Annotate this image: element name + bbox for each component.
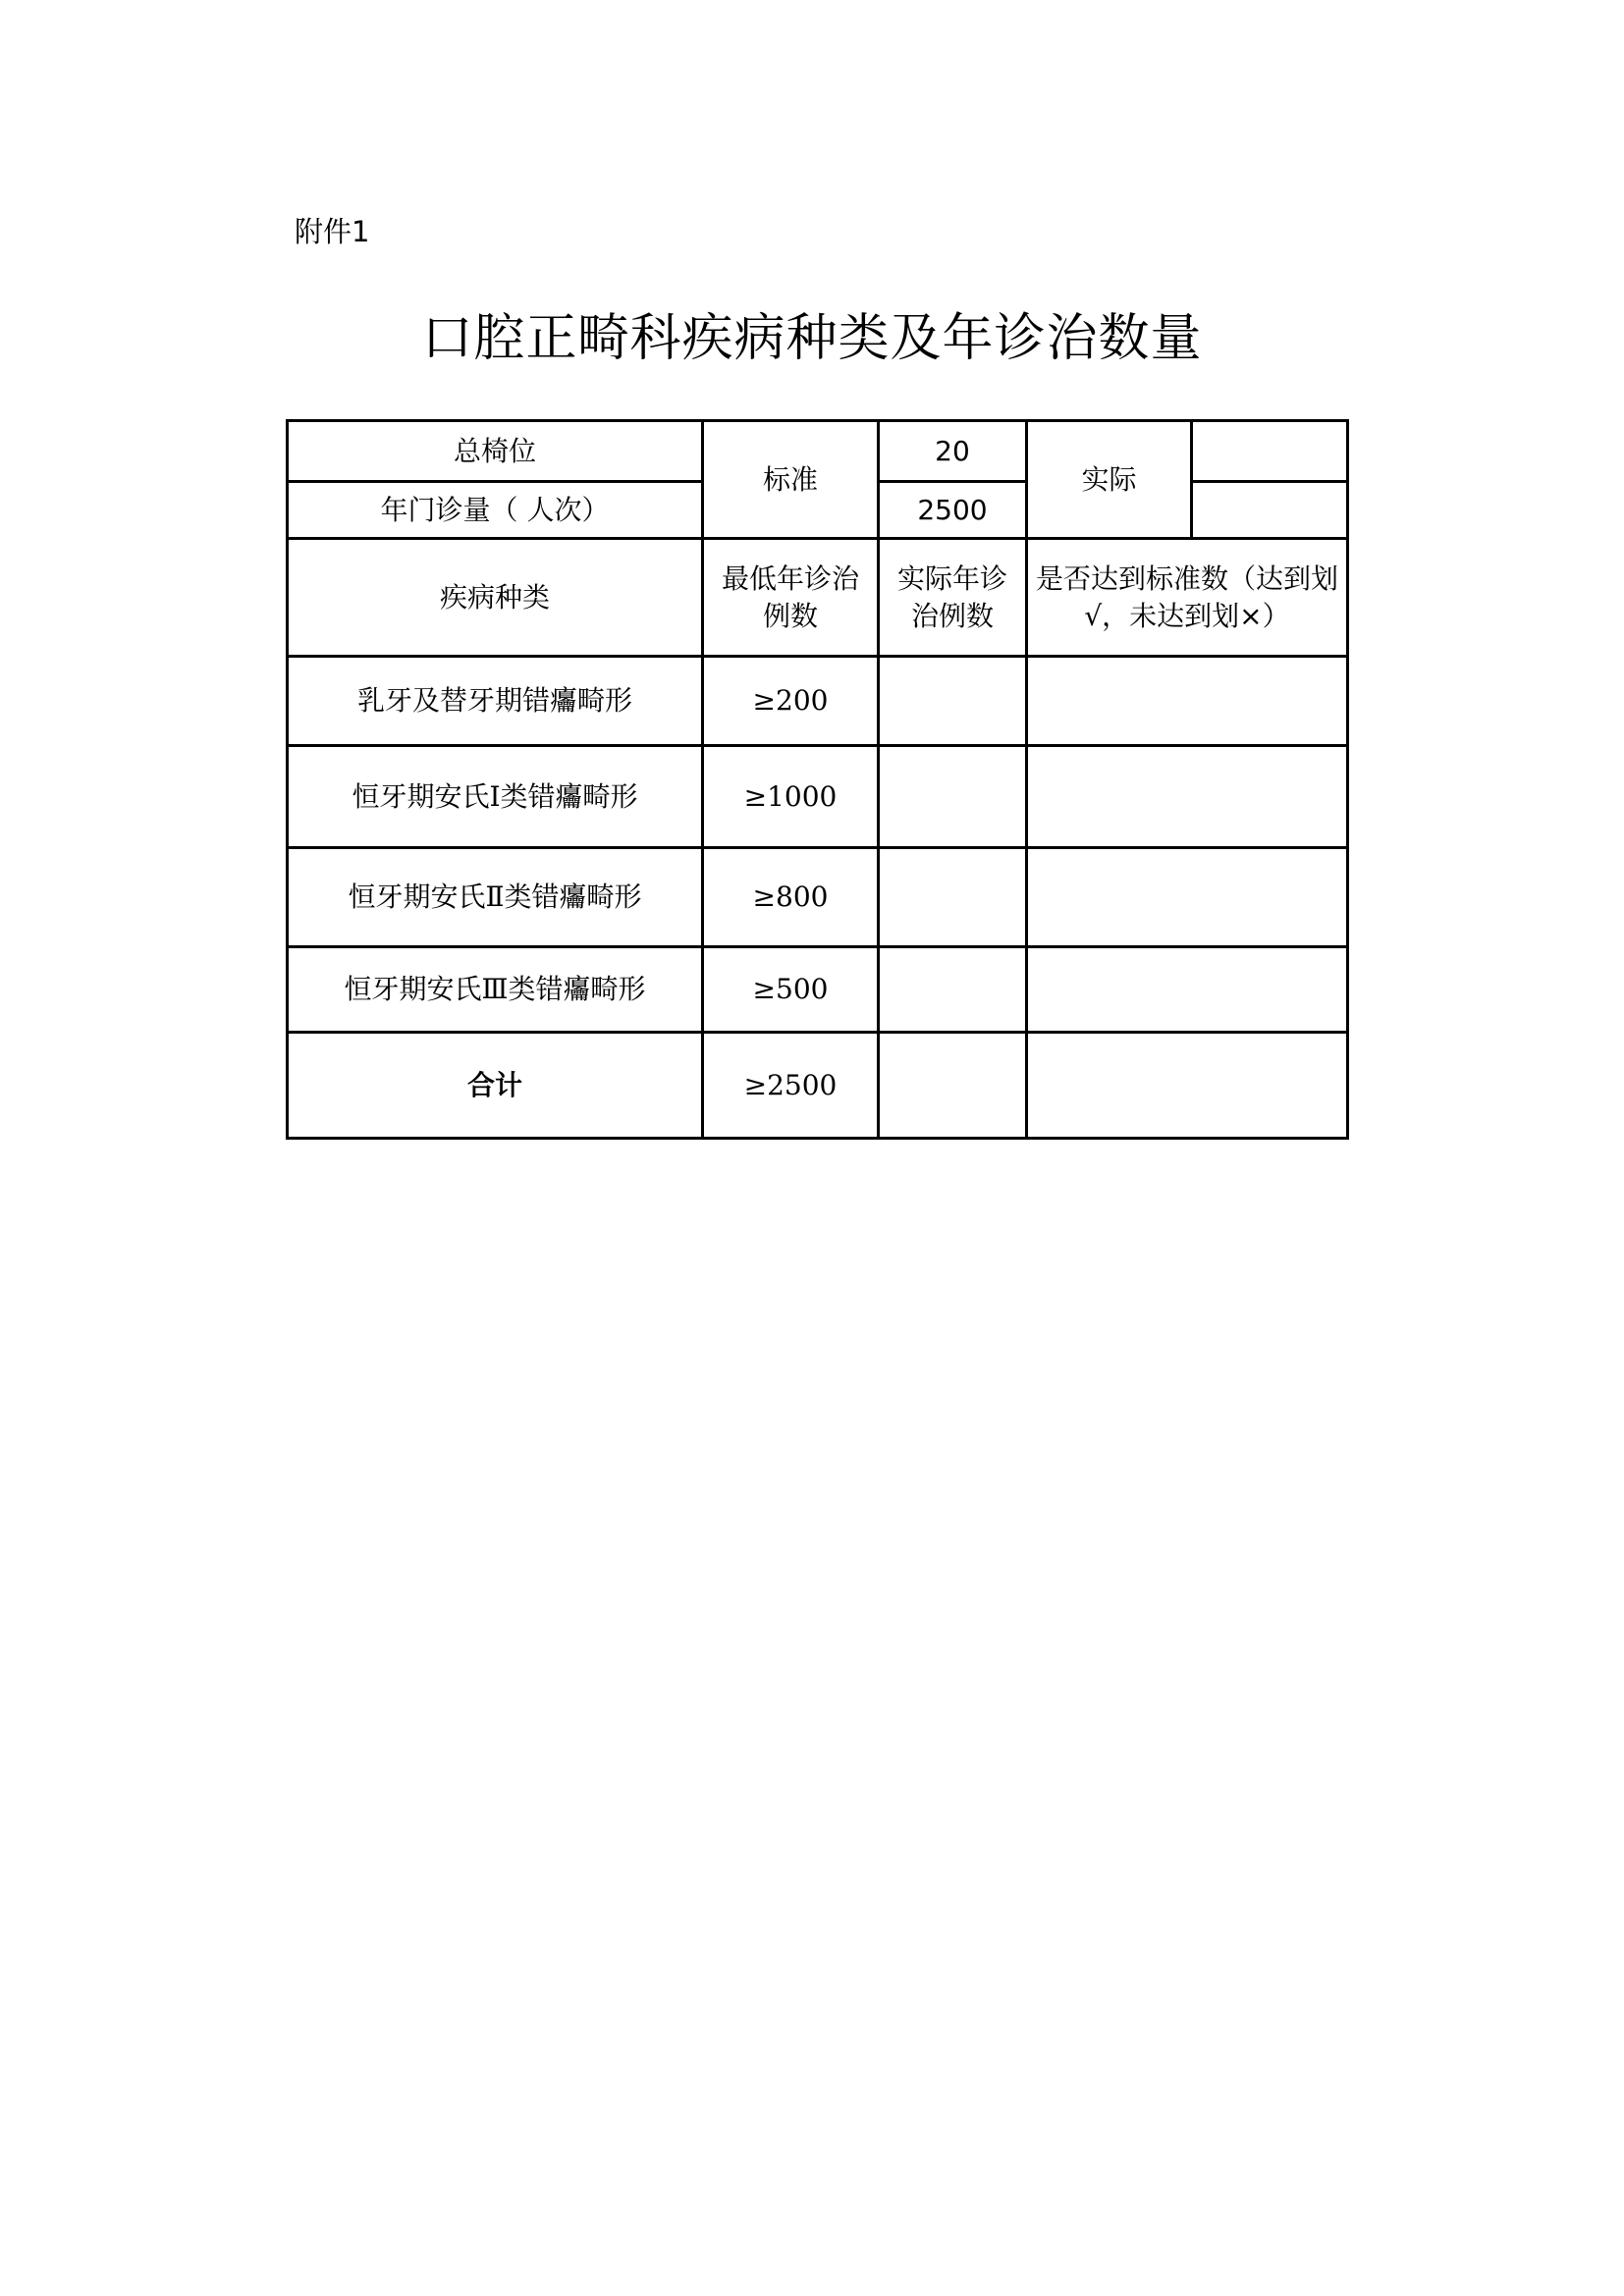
table-row-chairs — [288, 421, 1348, 482]
total-actual-cases[interactable] — [879, 1033, 1027, 1139]
meets-standard-cell[interactable] — [1027, 746, 1348, 848]
min-cases-cell: ≥800 — [703, 848, 879, 947]
min-cases-cell: ≥200 — [703, 657, 879, 746]
total-chairs-label: 总椅位 — [288, 421, 703, 482]
min-cases-cell: ≥500 — [703, 947, 879, 1033]
disease-statistics-table — [286, 419, 1349, 1140]
table-row — [288, 848, 1348, 947]
disease-cell: 乳牙及替牙期错㿜畸形 — [288, 657, 703, 746]
table-row — [288, 947, 1348, 1033]
actual-cases-cell[interactable] — [879, 848, 1027, 947]
actual-cases-cell[interactable] — [879, 746, 1027, 848]
standard-chairs-value: 20 — [879, 421, 1027, 482]
annual-visits-label: 年门诊量（ 人次） — [288, 482, 703, 539]
table-row — [288, 657, 1348, 746]
column-header-actual-cases — [879, 539, 1027, 657]
attachment-label: 附件1 — [295, 215, 370, 248]
disease-cell: 恒牙期安氏Ⅲ类错㿜畸形 — [288, 947, 703, 1033]
actual-label: 实际 — [1027, 421, 1192, 539]
actual-cases-cell[interactable] — [879, 947, 1027, 1033]
min-cases-cell: ≥1000 — [703, 746, 879, 848]
disease-cell: 恒牙期安氏Ⅰ类错㿜畸形 — [288, 746, 703, 848]
column-header-actual-cases-text: 实际年诊治例数 — [896, 561, 1007, 632]
meets-standard-cell[interactable] — [1027, 657, 1348, 746]
column-header-min-cases — [703, 539, 879, 657]
total-label: 合计 — [288, 1033, 703, 1139]
total-min-cases: ≥2500 — [703, 1033, 879, 1139]
standard-visits-value: 2500 — [879, 482, 1027, 539]
actual-chairs-value[interactable] — [1192, 421, 1348, 482]
column-header-meets-standard-text: 是否达到标准数（达到划√，未达到划×） — [1036, 561, 1339, 632]
meets-standard-cell[interactable] — [1027, 848, 1348, 947]
actual-cases-cell[interactable] — [879, 657, 1027, 746]
column-header-disease-type: 疾病种类 — [288, 539, 703, 657]
column-header-meets-standard — [1027, 539, 1348, 657]
actual-visits-value[interactable] — [1192, 482, 1348, 539]
total-meets-standard[interactable] — [1027, 1033, 1348, 1139]
column-header-min-cases-text: 最低年诊治例数 — [721, 561, 859, 632]
page-title: 口腔正畸科疾病种类及年诊治数量 — [421, 309, 1203, 368]
table-header-row — [288, 539, 1348, 657]
disease-cell: 恒牙期安氏Ⅱ类错㿜畸形 — [288, 848, 703, 947]
standard-label: 标准 — [703, 421, 879, 539]
table-row — [288, 746, 1348, 848]
table-row-total — [288, 1033, 1348, 1139]
meets-standard-cell[interactable] — [1027, 947, 1348, 1033]
